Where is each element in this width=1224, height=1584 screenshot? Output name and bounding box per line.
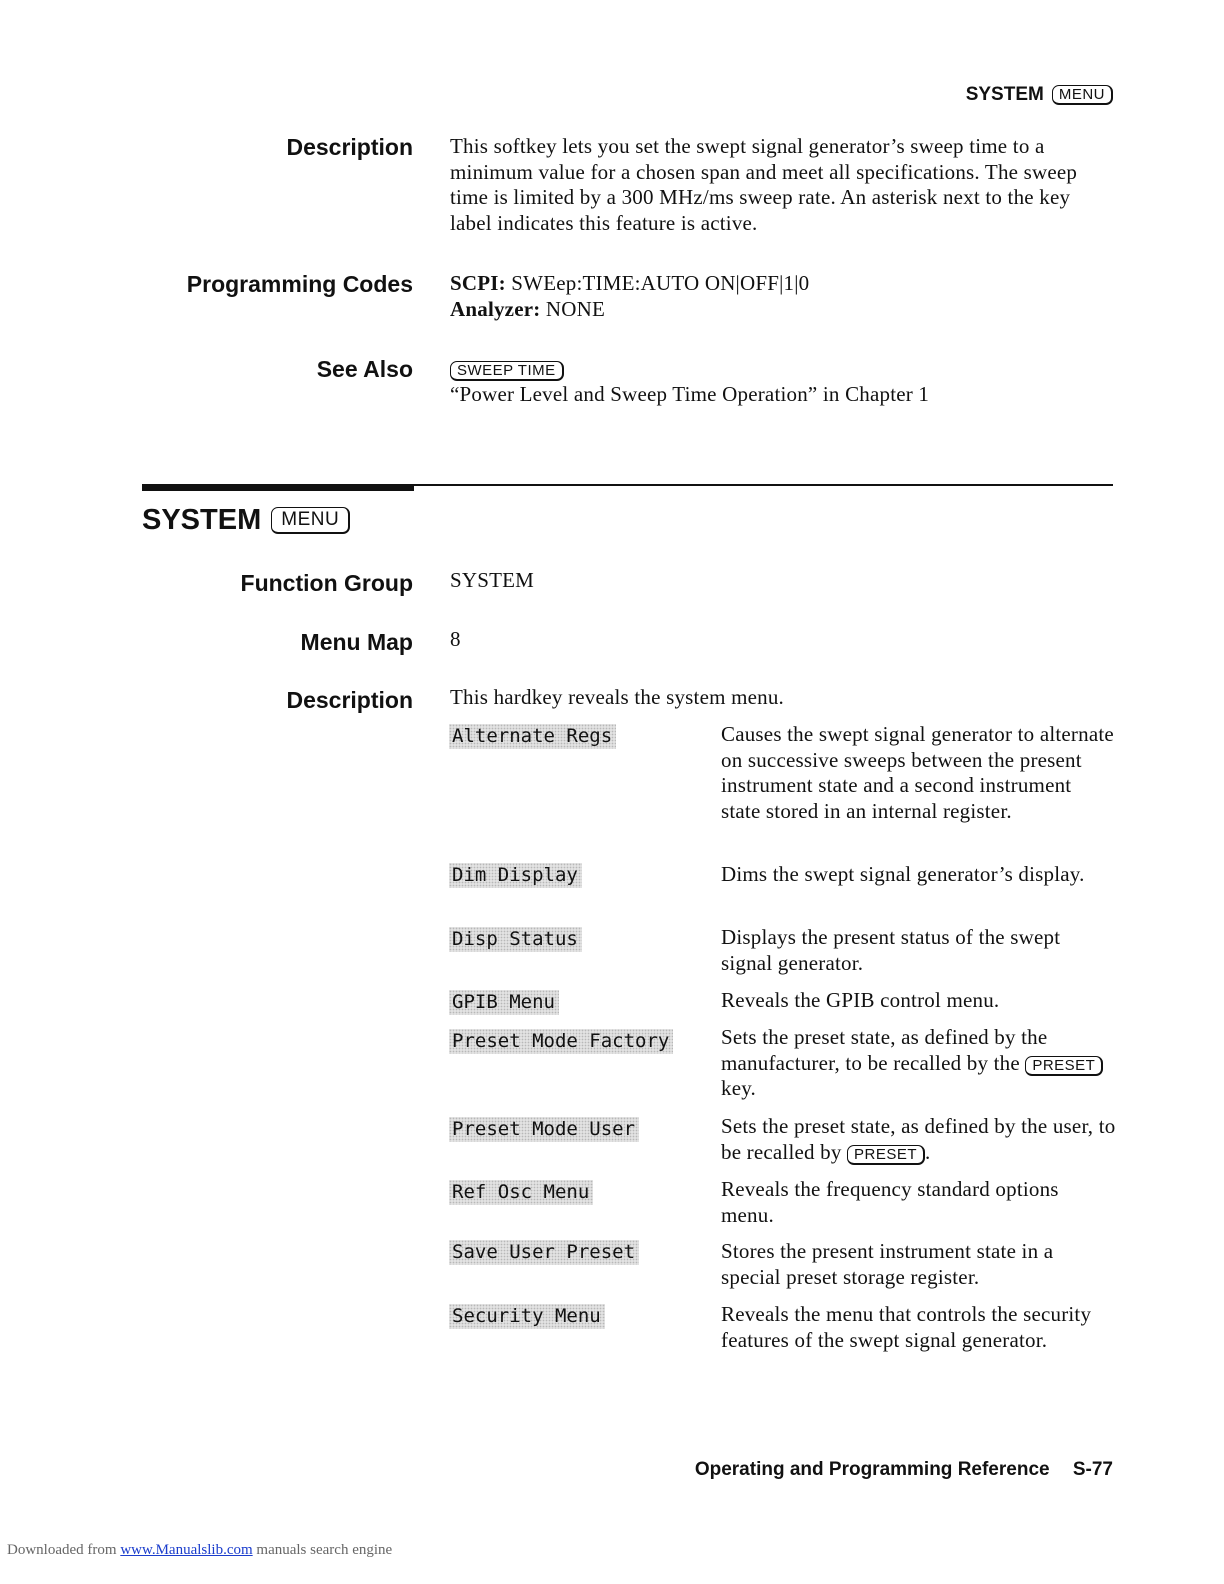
analyzer-value: NONE	[545, 296, 606, 321]
download-prefix: Downloaded from	[7, 1542, 117, 1558]
description-label: Description	[286, 134, 413, 160]
softkey-desc-text: Sets the preset state, as defined by the manufacturer, to be recalled by the	[721, 1025, 1048, 1075]
see-also	[450, 356, 1120, 407]
download-note	[7, 1542, 392, 1559]
softkey-desc	[721, 1025, 1116, 1102]
scpi-label: SCPI:	[450, 271, 506, 295]
programming-codes	[450, 271, 1120, 322]
softkey-desc: Reveals the frequency standard options menu.	[721, 1177, 1059, 1227]
manualslib-link[interactable]: www.Manualslib.com	[120, 1542, 253, 1558]
softkey-desc: Stores the present instrument state in a special preset storage register.	[721, 1239, 1054, 1289]
softkey-save-user-preset: Save User Preset	[449, 1240, 639, 1265]
softkey-dim-display: Dim Display	[449, 863, 582, 888]
softkey-alternate-regs: Alternate Regs	[449, 724, 616, 749]
softkey-desc-text: Sets the preset state, as defined by the user, to be recalled by	[721, 1114, 1116, 1164]
analyzer-label: Analyzer:	[450, 296, 541, 321]
preset-hardkey-icon: PRESET	[1025, 1056, 1103, 1076]
softkey-gpib-menu: GPIB Menu	[449, 990, 559, 1015]
preset-hardkey-icon: PRESET	[847, 1145, 925, 1165]
softkey-desc-text: .	[925, 1139, 931, 1164]
softkey-desc: Dims the swept signal generator’s display.	[721, 862, 1085, 886]
see-also-label: See Also	[316, 356, 413, 382]
page-number: S-77	[1072, 1459, 1113, 1480]
softkey-desc: Displays the present status of the swept signal generator.	[721, 925, 1061, 975]
download-suffix: manuals search engine	[256, 1542, 393, 1558]
menu-map-label: Menu Map	[300, 629, 413, 655]
softkey-desc: Reveals the menu that controls the security features of the swept signal generator.	[721, 1302, 1092, 1352]
footer-text: Operating and Programming Reference	[694, 1459, 1050, 1480]
softkey-preset-mode-factory: Preset Mode Factory	[449, 1029, 673, 1054]
function-group-label: Function Group	[240, 570, 413, 596]
function-group-value: SYSTEM	[450, 568, 535, 592]
section-menu-hardkey-icon: MENU	[271, 507, 350, 534]
softkey-desc	[721, 1114, 1116, 1165]
section-title	[142, 504, 350, 537]
softkey-desc-text: key.	[721, 1076, 757, 1101]
softkey-desc: Causes the swept signal generator to alternate on successive sweeps between the present instrument state and a second instrument state stored in an internal register.	[721, 722, 1114, 823]
scpi-value: SWEep:TIME:AUTO ON|OFF|1|0	[511, 271, 810, 295]
softkey-disp-status: Disp Status	[449, 927, 582, 952]
softkey-ref-osc-menu: Ref Osc Menu	[449, 1180, 593, 1205]
programming-codes-label: Programming Codes	[186, 271, 413, 297]
section-title-text: SYSTEM	[142, 504, 262, 536]
system-description-text: This hardkey reveals the system menu.	[450, 685, 784, 709]
menu-hardkey-icon: MENU	[1052, 85, 1113, 105]
softkey-security-menu: Security Menu	[449, 1304, 605, 1329]
softkey-desc: Reveals the GPIB control menu.	[721, 988, 1000, 1012]
sweep-time-hardkey-icon: SWEEP TIME	[450, 361, 564, 381]
running-header	[966, 84, 1113, 106]
section-rule-thick	[142, 484, 414, 491]
running-header-title: SYSTEM	[965, 84, 1044, 105]
description-text: This softkey lets you set the swept signal generator’s sweep time to a minimum value for a chosen span and meet all specifications. The sweep time is limited by a 300 MHz/ms sweep rate. An asterisk next to the key label indicates this feature is active.	[450, 134, 1078, 235]
page-footer	[695, 1459, 1113, 1481]
menu-map-value: 8	[450, 627, 461, 651]
system-description-label: Description	[286, 687, 413, 713]
see-also-reference: “Power Level and Sweep Time Operation” in Chapter 1	[450, 381, 930, 406]
softkey-preset-mode-user: Preset Mode User	[449, 1117, 639, 1142]
